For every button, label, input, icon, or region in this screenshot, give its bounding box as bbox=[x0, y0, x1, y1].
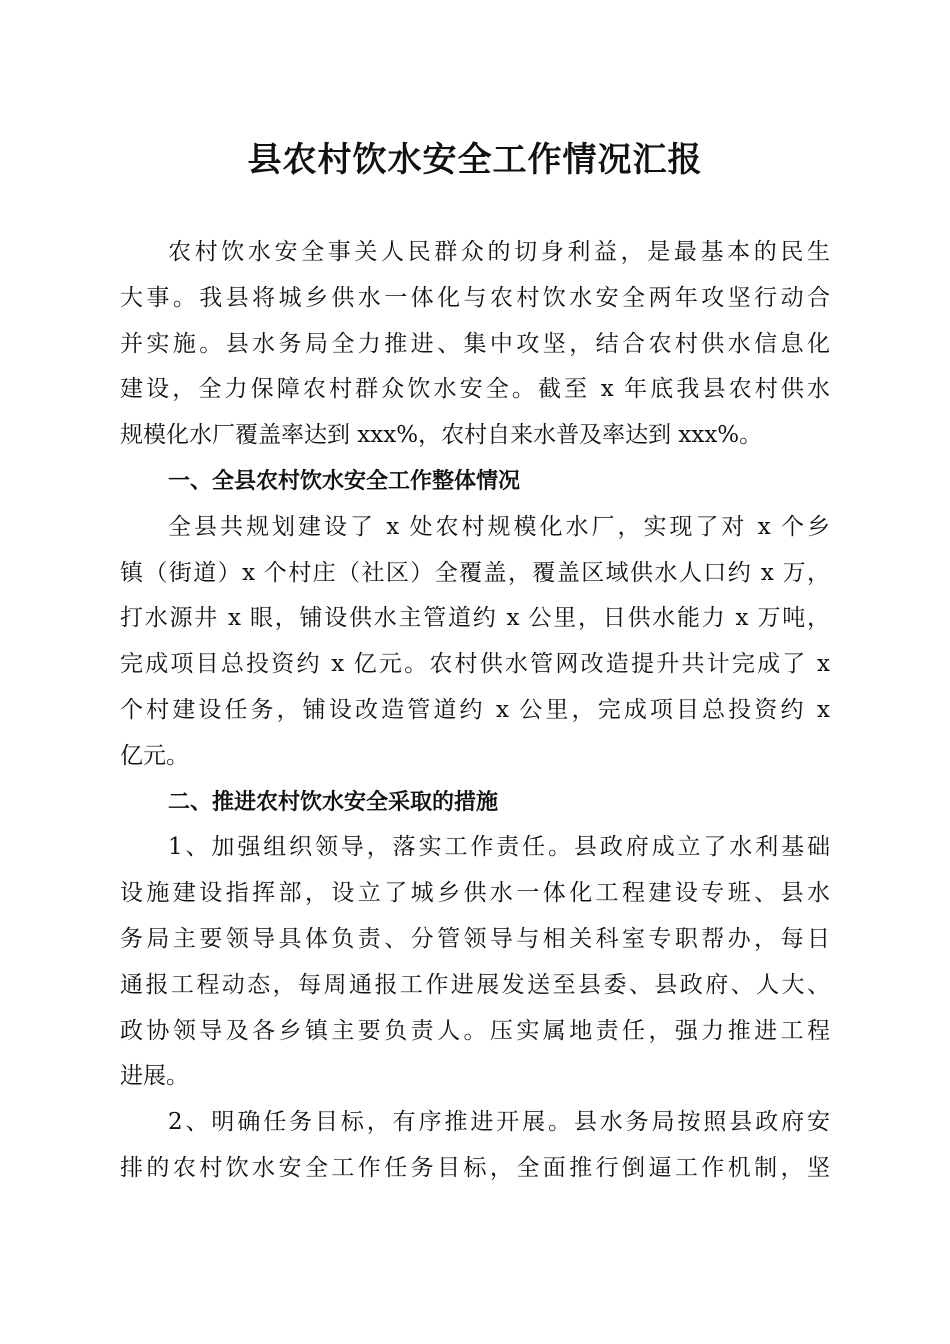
section-heading: 一、全县农村饮水安全工作整体情况 bbox=[168, 468, 521, 494]
paragraph-line: 建设，全力保障农村群众饮水安全。截至 x 年底我县农村供水 bbox=[120, 376, 830, 403]
paragraph-line: 通报工程动态，每周通报工作进展发送至县委、县政府、人大、 bbox=[120, 971, 830, 998]
paragraph-line: 完成项目总投资约 x 亿元。农村供水管网改造提升共计完成了 x bbox=[120, 651, 830, 678]
paragraph-line: 大事。我县将城乡供水一体化与农村饮水安全两年攻坚行动合 bbox=[120, 284, 830, 311]
paragraph-line: 排的农村饮水安全工作任务目标，全面推行倒逼工作机制，坚 bbox=[120, 1154, 830, 1181]
paragraph-line: 亿元。 bbox=[120, 742, 189, 769]
paragraph-line: 打水源井 x 眼，铺设供水主管道约 x 公里，日供水能力 x 万吨， bbox=[120, 605, 830, 632]
paragraph-line: 设施建设指挥部，设立了城乡供水一体化工程建设专班、县水 bbox=[120, 880, 830, 907]
paragraph-line: 务局主要领导具体负责、分管领导与相关科室专职帮办，每日 bbox=[120, 925, 830, 952]
paragraph-line: 1、加强组织领导，落实工作责任。县政府成立了水利基础 bbox=[168, 834, 830, 861]
paragraph-line: 2、明确任务目标，有序推进开展。县水务局按照县政府安 bbox=[168, 1109, 830, 1136]
document-body bbox=[120, 230, 830, 1192]
paragraph-line: 农村饮水安全事关人民群众的切身利益，是最基本的民生 bbox=[168, 239, 830, 265]
paragraph-line: 全县共规划建设了 x 处农村规模化水厂，实现了对 x 个乡 bbox=[168, 513, 830, 540]
section-heading: 二、推进农村饮水安全采取的措施 bbox=[168, 789, 499, 815]
paragraph-line: 规模化水厂覆盖率达到 xxx%，农村自来水普及率达到 xxx%。 bbox=[120, 422, 763, 449]
document-title: 县农村饮水安全工作情况汇报 bbox=[247, 140, 703, 180]
paragraph-line: 并实施。县水务局全力推进、集中攻坚，结合农村供水信息化 bbox=[120, 330, 830, 357]
paragraph-line: 镇（街道）x 个村庄（社区）全覆盖，覆盖区域供水人口约 x 万， bbox=[120, 559, 830, 586]
paragraph-line: 政协领导及各乡镇主要负责人。压实属地责任，强力推进工程 bbox=[120, 1017, 830, 1044]
paragraph-line: 个村建设任务，铺设改造管道约 x 公里，完成项目总投资约 x bbox=[120, 696, 830, 723]
paragraph-line: 进展。 bbox=[120, 1063, 189, 1090]
